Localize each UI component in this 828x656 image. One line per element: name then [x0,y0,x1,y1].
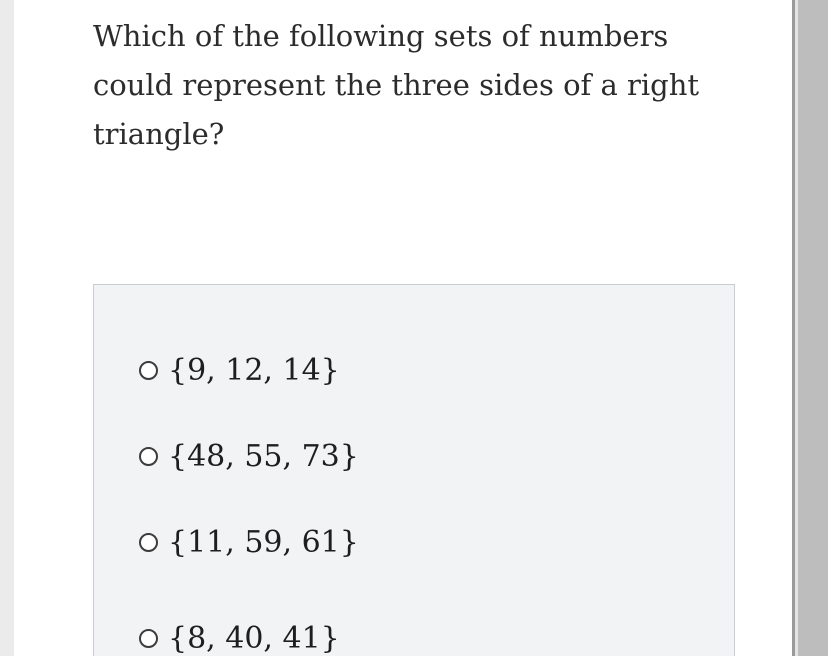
option-label: {11, 59, 61} [168,524,359,560]
radio-button-icon[interactable] [139,361,158,380]
option-label: {48, 55, 73} [168,438,359,474]
question-text: Which of the following sets of numbers could represent the three sides of a right triangle? [93,19,700,151]
option-label: {8, 40, 41} [168,620,340,656]
option-3[interactable] [139,522,359,562]
radio-button-icon[interactable] [139,533,158,552]
option-label: {9, 12, 14} [168,352,340,388]
radio-button-icon[interactable] [139,447,158,466]
left-margin [0,0,14,656]
option-2[interactable] [139,436,359,476]
option-1[interactable] [139,350,340,390]
question-card [14,0,795,656]
radio-button-icon[interactable] [139,629,158,648]
right-margin [798,0,828,656]
option-4[interactable] [139,618,340,656]
